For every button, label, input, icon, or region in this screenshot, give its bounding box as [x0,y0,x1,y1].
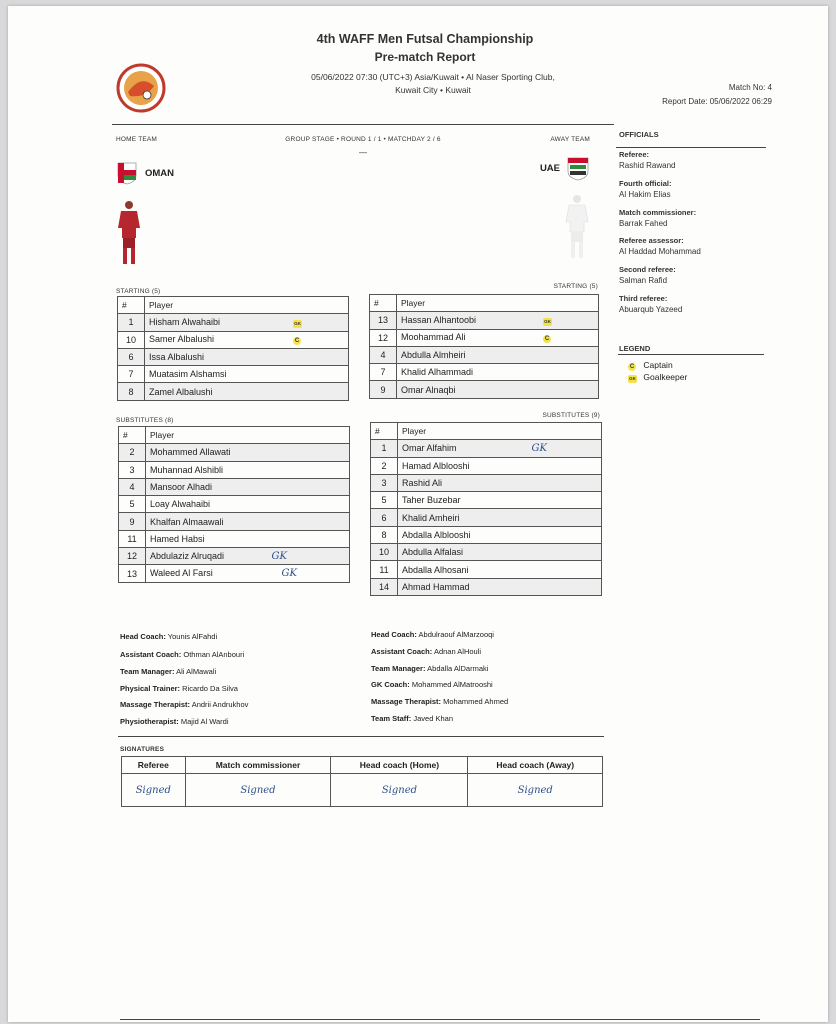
table-row: 6 Issa Albalushi [118,348,349,365]
table-row: 14 Ahmad Hammad [371,578,602,595]
player-name: Rashid Ali [398,474,602,491]
handwritten-gk-note: GK [271,550,287,562]
table-row: 12 Moohammad Ali C [370,329,599,346]
official-referee-label: Referee: [619,150,650,159]
table-row: 11 Abdalla Alhosani [371,561,602,578]
away-team-staff: Team Staff: Javed Khan [371,714,454,723]
player-name: Samer Albalushi [149,334,215,345]
col-num-header: # [371,423,398,440]
signature-away-coach: Signed [468,774,603,807]
home-starting-table [117,296,349,401]
staff-divider [118,736,604,737]
col-player-header: Player [398,423,602,440]
player-name: Issa Albalushi [145,348,349,365]
table-row: 13 Hassan Alhantoobi GK [370,312,599,329]
officials-title: OFFICIALS [619,130,659,139]
home-kit-icon [116,198,142,270]
captain-badge-icon: C [629,364,635,370]
home-massage-therapist: Massage Therapist: Andrii Andrukhov [120,700,249,709]
player-name: Hamed Habsi [146,530,350,547]
sig-col-commissioner: Match commissioner [185,757,331,774]
col-player-header: Player [146,427,350,444]
signature-home-coach: Signed [331,774,468,807]
table-row: 2 Hamad Alblooshi [371,457,602,474]
home-team-label: HOME TEAM [116,136,158,143]
score-placeholder: — [359,148,367,157]
table-row: 7 Muatasim Alshamsi [118,366,349,383]
away-massage-therapist: Massage Therapist: Mohammed Ahmed [371,697,509,706]
away-subs-label: SUBSTITUTES (9) [542,412,600,419]
home-assistant-coach: Assistant Coach: Othman AlAnbouri [120,650,245,659]
match-datetime-venue: 05/06/2022 07:30 (UTC+3) Asia/Kuwait • Al Naser Sporting Club, [311,72,555,82]
official-commissioner-value: Barrak Fahed [619,219,668,228]
officials-divider [616,147,766,148]
legend-divider [618,354,764,355]
player-name: Omar Alnaqbi [397,381,599,398]
table-row: 10 Abdulla Alfalasi [371,544,602,561]
table-row: 11 Hamed Habsi [119,530,350,547]
away-assistant-coach: Assistant Coach: Adnan AlHouli [371,647,482,656]
player-name: Waleed Al Farsi [150,568,213,579]
captain-badge: C [544,336,550,343]
table-row: 1 Omar Alfahim GK [371,440,602,457]
home-team-manager: Team Manager: Ali AlMawali [120,667,217,676]
table-row: 7 Khalid Alhammadi [370,364,599,381]
oman-flag-icon [116,161,138,185]
home-head-coach: Head Coach: Younis AlFahdi [120,632,218,641]
table-row: 12 Abdulaziz Alruqadi GK [119,548,350,565]
home-team-name: OMAN [145,168,175,179]
away-team-label: AWAY TEAM [550,136,590,143]
match-number: Match No: 4 [728,83,772,92]
official-second-referee-value: Salman Rafid [619,276,668,285]
table-row: 10 Samer Albalushi C [118,331,349,348]
official-third-referee-label: Third referee: [619,294,668,303]
player-name: Ahmad Hammad [398,578,602,595]
player-name: Abdulaziz Alruqadi [150,550,225,561]
player-name: Taher Buzebar [398,492,602,509]
official-fourth-value: Al Hakim Elias [619,190,671,199]
official-assessor-value: Al Haddad Mohammad [619,247,701,256]
official-commissioner-label: Match commissioner: [619,208,697,217]
table-row: 8 Abdalla Alblooshi [371,526,602,543]
away-starting-table [369,294,599,399]
handwritten-gk-note: GK [531,442,547,454]
federation-logo [116,62,166,114]
match-city: Kuwait City • Kuwait [395,85,471,95]
player-name: Khalfan Almaawali [146,513,350,530]
table-row: 1 Hisham Alwahaibi GK [118,314,349,331]
header-divider [112,124,614,125]
away-kit-icon [564,192,590,264]
player-name: Mansoor Alhadi [146,478,350,495]
signature-referee: Signed [122,774,186,807]
table-row: 5 Loay Alwahaibi [119,496,350,513]
player-name: Abdalla Alblooshi [398,526,602,543]
player-name: Moohammad Ali [401,332,466,343]
report-title: 4th WAFF Men Futsal Championship [316,32,534,46]
home-physiotherapist: Physiotherapist: Majid Al Wardi [120,717,229,726]
player-name: Omar Alfahim [402,442,457,453]
sig-col-home-coach: Head coach (Home) [331,757,468,774]
player-name: Abdulla Almheiri [397,346,599,363]
table-row: 3 Muhannad Alshibli [119,461,350,478]
goalkeeper-badge: GK [544,318,551,324]
table-row: 5 Taher Buzebar [371,492,602,509]
sig-col-referee: Referee [122,757,186,774]
signature-commissioner: Signed [185,774,331,807]
uae-flag-icon [566,156,590,182]
home-subs-table [118,426,350,583]
table-row: 2 Mohammed Allawati [119,444,350,461]
captain-badge: C [294,338,300,345]
player-name: Abdulla Alfalasi [398,544,602,561]
col-num-header: # [118,297,145,314]
player-name: Muatasim Alshamsi [145,366,349,383]
player-name: Loay Alwahaibi [146,496,350,513]
player-name: Mohammed Allawati [146,444,350,461]
away-team-name: UAE [539,163,560,174]
official-fourth-label: Fourth official: [619,179,672,188]
official-third-referee-value: Abuarqub Yazeed [619,305,683,314]
table-row: 9 Omar Alnaqbi [370,381,599,398]
col-num-header: # [119,427,146,444]
table-row: 9 Khalfan Almaawali [119,513,350,530]
legend-title: LEGEND [619,344,651,353]
home-subs-label: SUBSTITUTES (8) [116,417,174,424]
table-row: 3 Rashid Ali [371,474,602,491]
col-player-header: Player [397,295,599,312]
player-name: Hamad Alblooshi [398,457,602,474]
footer-divider [120,1019,760,1020]
away-team-manager: Team Manager: Abdalla AlDarmaki [371,664,489,673]
player-name: Hassan Alhantoobi [401,314,477,325]
report-subtitle: Pre-match Report [374,50,476,64]
home-starting-label: STARTING (5) [116,288,161,295]
goalkeeper-badge-icon: GK [629,376,636,381]
away-gk-coach: GK Coach: Mohammed AlMatrooshi [371,680,493,689]
away-subs-table [370,422,602,596]
official-assessor-label: Referee assessor: [619,236,684,245]
away-head-coach: Head Coach: Abdulraouf AlMarzooqi [371,630,494,639]
table-row: 13 Waleed Al Farsi GK [119,565,350,582]
table-row: 4 Mansoor Alhadi [119,478,350,495]
signatures-table [121,756,603,807]
table-row: 8 Zamel Albalushi [118,383,349,400]
player-name: Abdalla Alhosani [398,561,602,578]
official-referee-value: Rashid Rawand [619,161,676,170]
col-player-header: Player [145,297,349,314]
player-name: Zamel Albalushi [145,383,349,400]
sig-col-away-coach: Head coach (Away) [468,757,603,774]
table-row: 4 Abdulla Almheiri [370,346,599,363]
goalkeeper-badge: GK [294,320,301,326]
official-second-referee-label: Second referee: [619,265,676,274]
report-sheet [8,6,828,1022]
player-name: Khalid Alhammadi [397,364,599,381]
legend-captain: C Captain [629,360,673,370]
player-name: Hisham Alwahaibi [149,316,221,327]
handwritten-gk-note: GK [281,568,297,580]
away-starting-label: STARTING (5) [553,283,598,290]
home-physical-trainer: Physical Trainer: Ricardo Da Silva [120,684,238,693]
col-num-header: # [370,295,397,312]
stage-info: GROUP STAGE • ROUND 1 / 1 • MATCHDAY 2 / 6 [285,136,441,143]
report-date: Report Date: 05/06/2022 06:29 [662,97,772,106]
player-name: Khalid Amheiri [398,509,602,526]
table-row: 6 Khalid Amheiri [371,509,602,526]
player-name: Muhannad Alshibli [146,461,350,478]
legend-goalkeeper: GK Goalkeeper [629,372,688,382]
signatures-label: SIGNATURES [120,746,165,753]
